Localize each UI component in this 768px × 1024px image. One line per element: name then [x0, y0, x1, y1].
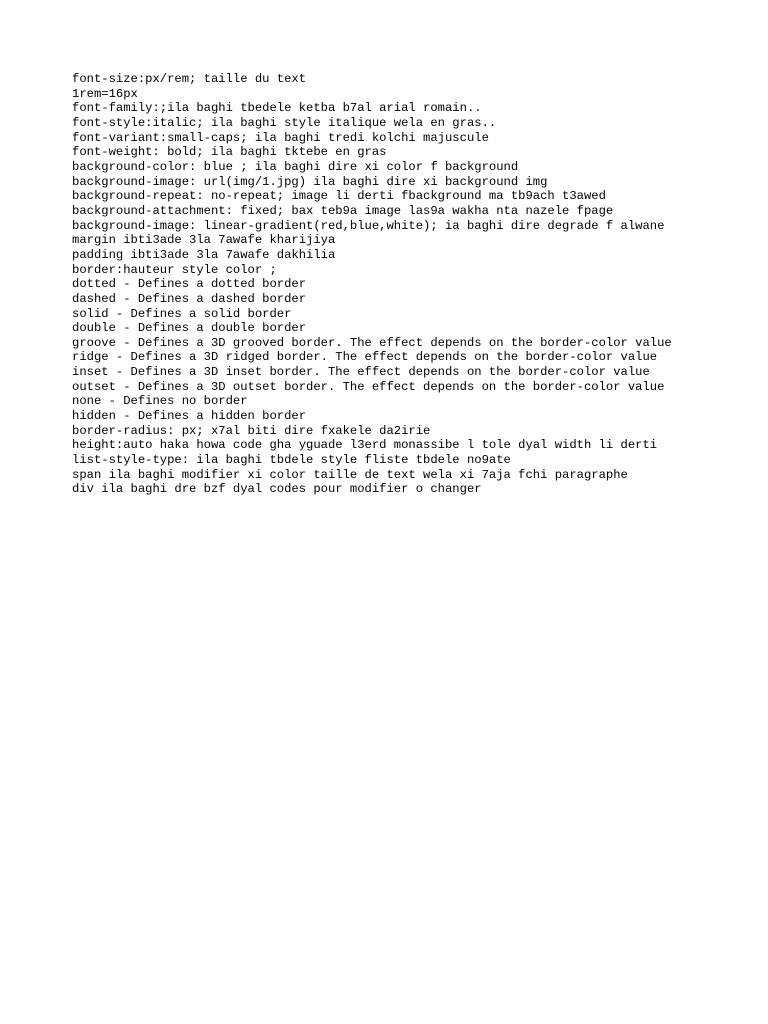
note-line-font-family: font-family:;ila baghi tbedele ketba b7al arial romain.. [72, 101, 482, 116]
note-line-border-radius: border-radius: px; x7al biti dire fxakele da2irie [72, 423, 431, 438]
note-line-hidden: hidden - Defines a hidden border [72, 409, 307, 424]
note-line-none: none - Defines no border [72, 394, 248, 409]
note-line-background-color: background-color: blue ; ila baghi dire xi color f background [72, 159, 519, 174]
note-line-dotted: dotted - Defines a dotted border [72, 277, 307, 292]
note-line-inset: inset - Defines a 3D inset border. The effect depends on the border-color value [72, 365, 650, 380]
note-line-solid: solid - Defines a solid border [72, 306, 292, 321]
note-line-double: double - Defines a double border [72, 321, 307, 336]
note-line-margin: margin ibti3ade 3la 7awafe kharijiya [72, 233, 336, 248]
note-line-div: div ila baghi dre bzf dyal codes pour modifier o changer [72, 482, 482, 497]
note-line-border: border:hauteur style color ; [72, 262, 277, 277]
note-line-outset: outset - Defines a 3D outset border. The effect depends on the border-color value [72, 379, 665, 394]
note-line-font-style: font-style:italic; ila baghi style italique wela en gras.. [72, 115, 497, 130]
note-line-dashed: dashed - Defines a dashed border [72, 291, 307, 306]
note-line-rem: 1rem=16px [72, 86, 138, 101]
note-line-font-size: font-size:px/rem; taille du text [72, 72, 307, 86]
note-line-ridge: ridge - Defines a 3D ridged border. The effect depends on the border-color value [72, 350, 658, 365]
note-line-font-weight: font-weight: bold; ila baghi tktebe en gras [72, 145, 387, 160]
note-line-font-variant: font-variant:small-caps; ila baghi tredi kolchi majuscule [72, 130, 489, 145]
note-line-list-style-type: list-style-type: ila baghi tbdele style fliste tbdele no9ate [72, 453, 511, 468]
note-line-padding: padding ibti3ade 3la 7awafe dakhilia [72, 247, 336, 262]
document-page [72, 72, 752, 497]
note-line-background-attachment: background-attachment: fixed; bax teb9a image las9a wakha nta nazele fpage [72, 203, 614, 218]
note-line-background-repeat: background-repeat: no-repeat; image li derti fbackground ma tb9ach t3awed [72, 189, 606, 204]
note-line-background-image: background-image: url(img/1.jpg) ila baghi dire xi background img [72, 174, 548, 189]
note-line-height: height:auto haka howa code gha yguade l3erd monassibe l tole dyal width li derti [72, 438, 658, 453]
note-line-linear-gradient: background-image: linear-gradient(red,blue,white); ia baghi dire degrade f alwane [72, 218, 665, 233]
note-line-span: span ila baghi modifier xi color taille de text wela xi 7aja fchi paragraphe [72, 467, 628, 482]
note-line-groove: groove - Defines a 3D grooved border. The effect depends on the border-color value [72, 335, 672, 350]
